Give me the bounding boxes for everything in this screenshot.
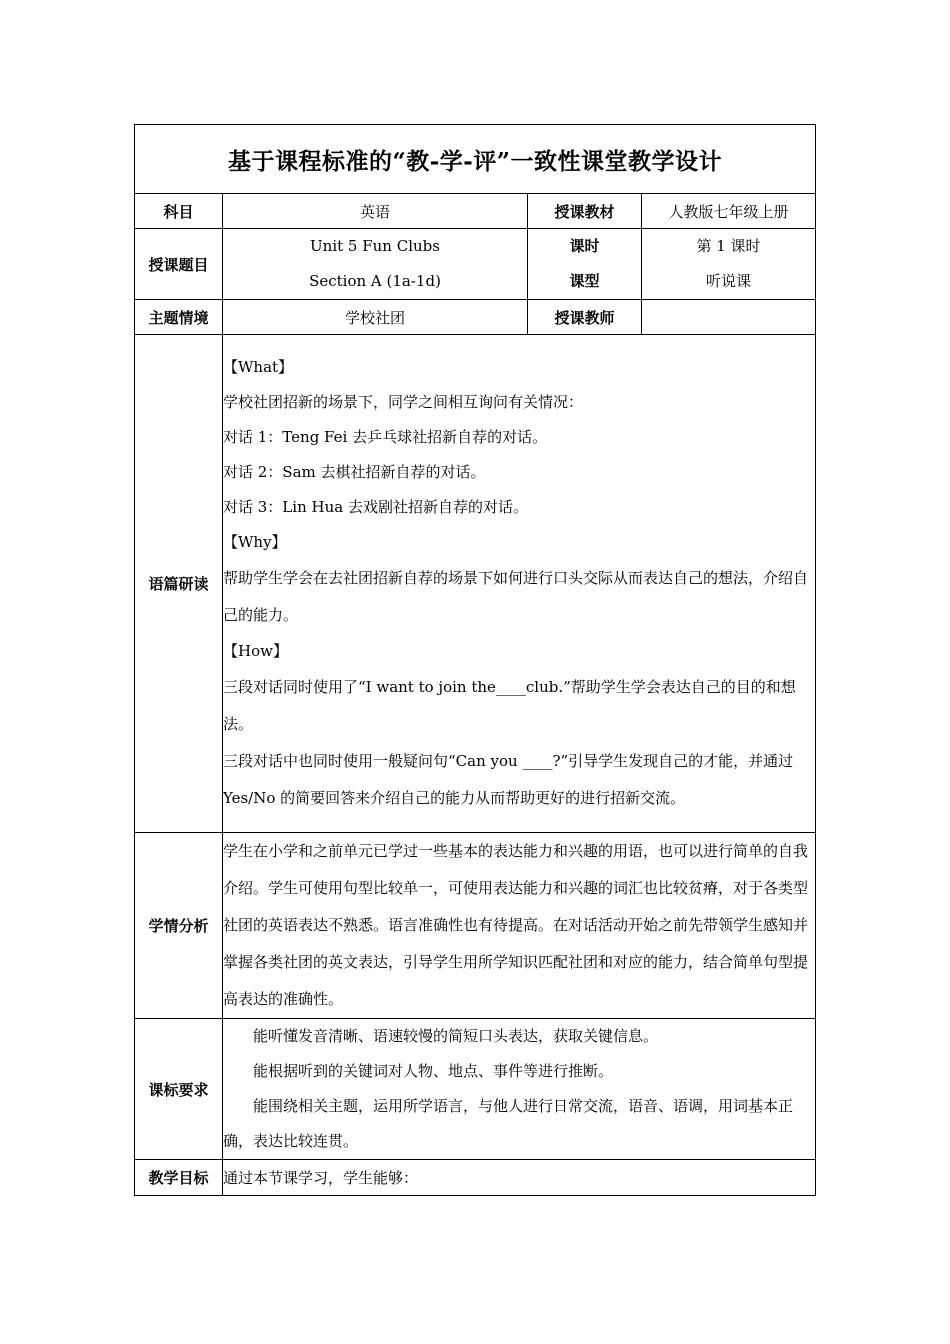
theme-value: 学校社团	[223, 300, 528, 335]
textbook-value: 人教版七年级上册	[642, 194, 816, 229]
analysis-label: 学情分析	[135, 833, 223, 1019]
topic-unit: Unit 5 Fun Clubs	[310, 237, 440, 255]
textbook-label: 授课教材	[528, 194, 642, 229]
how-text-2: 三段对话中也同时使用一般疑问句“Can you ____?”引导学生发现自己的才能，并通过 Yes/No 的简要回答来介绍自己的能力从而帮助更好的进行招新交流。	[223, 752, 794, 807]
objectives-text: 通过本节课学习，学生能够：	[223, 1160, 816, 1196]
teacher-label: 授课教师	[528, 300, 642, 335]
lesson-design-table	[134, 124, 816, 1196]
period-value: 第 1 课时	[696, 237, 761, 255]
period-type-label	[528, 229, 642, 300]
standard-item: 能根据听到的关键词对人物、地点、事件等进行推断。	[253, 1062, 614, 1080]
how-text-1: 三段对话同时使用了“I want to join the____club.”帮助学生学会表达自己的目的和想法。	[223, 678, 796, 733]
topic-value	[223, 229, 528, 300]
subject-value: 英语	[223, 194, 528, 229]
period-label: 课时	[569, 237, 600, 255]
teacher-value	[642, 300, 816, 335]
standards-label: 课标要求	[135, 1019, 223, 1160]
type-label: 课型	[569, 272, 600, 290]
period-type-value	[642, 229, 816, 300]
what-line: 对话 1：Teng Fei 去乒乓球社招新自荐的对话。	[223, 428, 548, 446]
standards-content	[223, 1019, 816, 1160]
what-heading: 【What】	[223, 358, 294, 376]
why-heading: 【Why】	[223, 533, 287, 551]
how-heading: 【How】	[223, 642, 288, 660]
document-title: 基于课程标准的“教-学-评”一致性课堂教学设计	[135, 125, 816, 194]
standard-item: 能听懂发音清晰、语速较慢的简短口头表达，获取关键信息。	[253, 1027, 659, 1045]
subject-label: 科目	[135, 194, 223, 229]
reading-content	[223, 335, 816, 833]
topic-label: 授课题目	[135, 229, 223, 300]
analysis-text: 学生在小学和之前单元已学过一些基本的表达能力和兴趣的用语，也可以进行简单的自我介绍。学生可使用句型比较单一，可使用表达能力和兴趣的词汇也比较贫瘠，对于各类型社团的英语表达不熟悉。语言准确性也有待提高。在对话活动开始之前先带领学生感知并掌握各类社团的英文表达，引导学生用所学知识匹配社团和对应的能力，结合简单句型提高表达的准确性。	[223, 833, 816, 1019]
what-line: 对话 2：Sam 去棋社招新自荐的对话。	[223, 463, 486, 481]
objectives-label: 教学目标	[135, 1160, 223, 1196]
why-text: 帮助学生学会在去社团招新自荐的场景下如何进行口头交际从而表达自己的想法，介绍自己的能力。	[223, 569, 809, 624]
what-line: 对话 3：Lin Hua 去戏剧社招新自荐的对话。	[223, 498, 528, 516]
standard-item: 能围绕相关主题，运用所学语言，与他人进行日常交流，语音、语调，用词基本正确，表达比较连贯。	[223, 1097, 794, 1150]
reading-label: 语篇研读	[135, 335, 223, 833]
theme-label: 主题情境	[135, 300, 223, 335]
topic-section: Section A (1a-1d)	[309, 272, 441, 290]
type-value: 听说课	[705, 272, 751, 290]
what-line: 学校社团招新的场景下，同学之间相互询问有关情况：	[223, 393, 584, 411]
